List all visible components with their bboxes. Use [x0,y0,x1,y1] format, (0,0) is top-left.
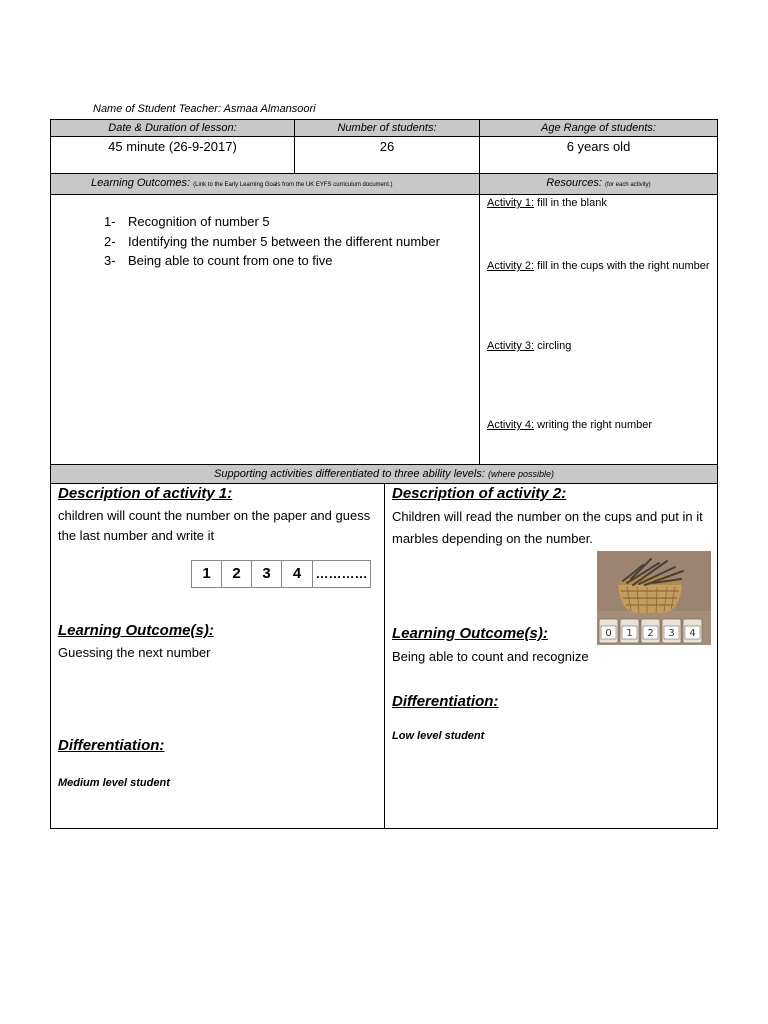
resource-activity-2: Activity 2: fill in the cups with the right number [487,260,710,272]
resource-activity-4: Activity 4: writing the right number [487,419,653,431]
sequence-box-1: 1 [191,560,222,588]
activity-1-panel [50,483,385,829]
supporting-activities-header [50,464,718,484]
resources-box [479,194,718,465]
activity-2-outcome-heading: Learning Outcome(s): [392,625,548,642]
outcome-item: 2- Identifying the number 5 between the different number [104,233,440,249]
supporting-label: Supporting activities differentiated to three ability levels: [214,468,485,480]
resource-activity-1: Activity 1: fill in the blank [487,197,607,209]
learning-outcomes-box [50,194,480,465]
sequence-box-2: 2 [221,560,252,588]
activity-2-outcome: Being able to count and recognize [392,649,589,664]
activity-1-level: Medium level student [58,777,170,789]
activity-2-level: Low level student [392,730,485,742]
activity-2-differentiation-heading: Differentiation: [392,693,499,710]
number-of-students-header: Number of students: [294,119,480,137]
resources-header [479,173,718,195]
age-range-header: Age Range of students: [479,119,718,137]
outcome-item: 1- Recognition of number 5 [104,214,270,229]
date-duration-header: Date & Duration of lesson: [50,119,295,137]
resources-note: (for each activity) [605,182,651,188]
learning-outcomes-note: (Link to the Early Learning Goals from the UK EYFS curriculum document.) [193,182,393,188]
cup-number: 0 [605,628,612,639]
date-duration-value: 45 minute (26-9-2017) [50,136,295,174]
resource-activity-3: Activity 3: circling [487,340,572,352]
sequence-box-3: 3 [251,560,282,588]
cup-number: 3 [668,628,675,639]
learning-outcomes-header [50,173,480,195]
basket-cups-photo [597,551,711,645]
student-teacher-name: Name of Student Teacher: Asmaa Almansoori [93,103,316,115]
activity-1-outcome: Guessing the next number [58,645,211,660]
activity-1-differentiation-heading: Differentiation: [58,737,165,754]
resources-label: Resources: [546,177,602,189]
number-of-students-value: 26 [294,136,480,174]
activity-1-heading: Description of activity 1: [58,485,233,502]
activity-1-outcome-heading: Learning Outcome(s): [58,622,214,639]
learning-outcomes-list [104,212,479,271]
cup-number: 4 [689,628,696,639]
cup-number: 1 [626,628,633,639]
age-range-value: 6 years old [479,136,718,174]
activity-2-description: Children will read the number on the cups and put in it marbles depending on the number. [392,509,703,546]
activity-2-heading: Description of activity 2: [392,485,567,502]
sequence-blank-box: ………… [312,560,371,588]
sequence-box-4: 4 [281,560,313,588]
cup-number: 2 [647,628,654,639]
activity-1-description: children will count the number on the paper and guess the last number and write it [58,508,371,543]
outcome-item: 3- Being able to count from one to five [104,253,333,268]
learning-outcomes-label: Learning Outcomes: [91,177,191,189]
activity-2-panel [384,483,718,829]
supporting-note: (where possible) [487,469,554,479]
